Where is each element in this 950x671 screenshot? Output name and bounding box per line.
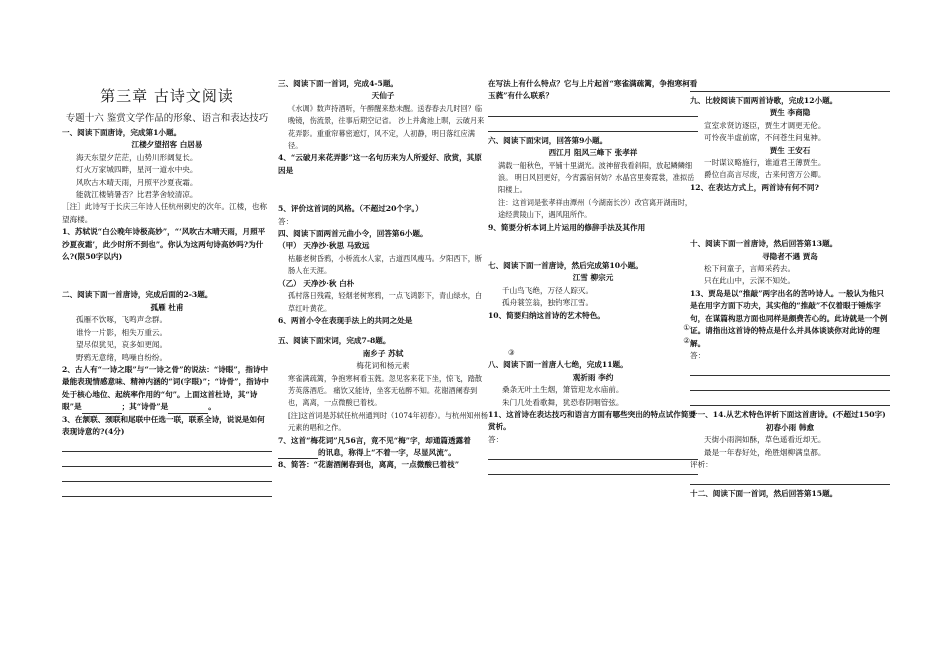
section-12-heading: 十二、阅读下面一首词，然后回答第15题。: [690, 489, 838, 499]
poem-line: 谁怜一片影，相失万重云。: [76, 327, 168, 337]
poem-line: 野鸦无意绪，鸣噪自纷纷。: [76, 352, 168, 362]
poem-note: ［注］此诗写于长庆三年诗人任杭州刺史的次年。江楼，也称望海楼。: [62, 202, 268, 224]
poem-note: 注：这首词是张孝祥由潭州（今湖南长沙）改官离开湖南时，途经黄陵山下，遇风阻所作。: [498, 197, 693, 220]
answer-label: 评析：: [690, 459, 713, 469]
answer-line[interactable]: [488, 463, 698, 475]
poem-line: 松下问童子，言师采药去。: [704, 264, 796, 274]
section-9-heading: 九、比较阅读下面两首诗歌，完成12小题。: [690, 96, 838, 105]
question-13: 13、贾岛是以“推敲”两字出名的苦吟诗人。一般认为他只是在用字方面下功夫，其实他的“推敲”不仅着眼于锤炼字句，在谋篇构思方面也同样是颇费苦心的。此诗就是一个例证。请指出这首诗的特点是什么并具体谈谈你对此诗的理解。: [690, 288, 888, 348]
question-9: 9、简要分析本词上片运用的修辞手法及其作用: [488, 222, 646, 232]
poem-line: 爵位自高言尽废，古来何啻万公卿。: [704, 170, 826, 180]
poem-title: 江雪 柳宗元: [572, 273, 614, 283]
poem-line: 灯火万家城四畔，星河一道水中央。: [76, 165, 198, 175]
poem-line: 宣室求贤访逐臣，贾生才调更无伦。: [704, 120, 826, 130]
poem-note: [注]这首词是苏轼任杭州通判时（1074年初春）。与杭州知州杨元素的唱和之作。: [288, 410, 488, 433]
question-7: 7、这首“梅花词”凡56言，竟不见“梅”字，却通篇透露着的讯息，称得上“不着一字，尽显风流”。: [278, 435, 488, 460]
answer-line[interactable]: [62, 470, 272, 482]
answer-label: 答：: [690, 350, 706, 360]
answer-label: 答：: [488, 434, 504, 444]
answer-blank[interactable]: [82, 404, 122, 414]
poem-subtitle: 梅花词和杨元素: [356, 361, 410, 371]
poem-body: 枯藤老树昏鸦，小桥流水人家，古道西风瘦马。夕阳西下，断肠人在天涯。: [288, 253, 483, 276]
question-12: 12、在表达方式上，两首诗有何不同?: [690, 182, 819, 192]
answer-blank[interactable]: [278, 449, 318, 459]
topic-title: 专题十六 鉴赏文学作品的形象、语言和表达技巧: [65, 113, 269, 124]
poem-title: 西江月 阻风三峰下 张孝祥: [548, 148, 638, 158]
poem-line: 一时谋议略施行，谁道君王薄贾生。: [704, 158, 826, 168]
column-4: [690, 78, 890, 501]
question-11: 11、这首诗在表达技巧和语言方面有哪些突出的特点试作简要赏析。: [488, 409, 697, 432]
poem-body: 孤村落日残霞，轻烟老树寒鸦，一点飞鸿影下，青山绿水，白草红叶黄花。: [288, 291, 483, 313]
poem-body: [690, 120, 890, 145]
question-2: 2、古人有“一诗之眼”与“一诗之骨”的说法：“诗眼”，指诗中最能表现情感意味、精神内涵的“词(字眼)”；“诗骨”，指诗中处于核心地位、起统率作用的“句”。上面这首杜诗，其“诗眼”是 ；其“诗骨”是 。: [62, 364, 272, 414]
poem-title: 贾生 王安石: [769, 145, 811, 155]
poem-line: 只在此山中，云深不知处。: [704, 276, 796, 286]
section-5-heading: 五、阅读下面宋词，完成7-8题。: [278, 336, 391, 346]
question-6: 6、两首小令在表现手法上的共同之处是: [278, 315, 413, 325]
chapter-title: 第三章 古诗文阅读: [100, 87, 234, 105]
poem-body: [690, 157, 890, 182]
poem-line: 天街小雨润如酥，草色遥看近却无。: [704, 435, 826, 445]
answer-line[interactable]: [488, 120, 698, 132]
column-3: [488, 78, 698, 478]
poem-line: 千山鸟飞绝，万径人踪灭。: [502, 285, 594, 295]
question-10: 10、简要归纳这首诗的艺术特色。: [488, 310, 605, 320]
poem-title: 观祈雨 李约: [572, 372, 614, 382]
answer-line[interactable]: [62, 455, 272, 467]
poem-title: 江楼夕望招客 白居易: [131, 140, 203, 150]
poem-body: [488, 285, 698, 310]
poem-body: 《水调》数声持酒听，午醉醒来愁未醒。送春春去几时回？临晚镜，伤流景，往事后期空记省。 沙上并禽池上暝，云破月来花弄影。重重帘幕密遮灯，风不定，人初静，明日落红应满径。: [288, 103, 485, 151]
poem-line: 孤舟蓑笠翁，独钓寒江雪。: [502, 298, 594, 308]
poem-line: 风吹古木晴天雨，月照平沙夏夜霜。: [76, 177, 198, 187]
section-3-heading: 三、阅读下面一首词，完成4-5题。: [278, 79, 399, 88]
answer-line[interactable]: [690, 364, 890, 376]
poem-title: 孤雁 杜甫: [150, 302, 184, 312]
answer-line[interactable]: [690, 473, 890, 485]
section-1-heading: 一、阅读下面唐诗，完成第1小题。: [62, 128, 182, 137]
section-11-heading: 十一、14.从艺术特色评析下面这首唐诗。(不超过150字): [690, 410, 886, 420]
poem-title: 寻隐者不遇 贾岛: [762, 251, 818, 261]
section-2-heading: 二、阅读下面一首唐诗，完成后面的2-3题。: [62, 290, 213, 300]
poem-line: 可怜夜半虚前席，不问苍生问鬼神。: [704, 133, 826, 143]
answer-label: 答：: [278, 216, 294, 226]
poem-body: [690, 434, 890, 459]
question-3: 3、在颔联、颈联和尾联中任选一联，联系全诗，说说是如何表现诗意的?(4分): [62, 414, 265, 436]
poem-body: [62, 314, 272, 364]
answer-blank[interactable]: [168, 404, 208, 414]
column-2: [278, 78, 488, 472]
poem-line: 能就江楼销暑否？比君茅舍较清凉。: [76, 190, 198, 200]
poem-line: 望尽似犹见，哀多如更闻。: [76, 340, 168, 350]
poem-body: 寒雀满疏篱，争抱寒柯看玉蕤。忽见客来花下坐，惊飞，踏散芳英落酒卮。 痛饮又能诗，坐客无毡醉不知。花谢酒阑春到也，离离，一点微酸已着枝。: [288, 373, 483, 408]
question-5: 5、评价这首词的风格。（不超过20个字。）: [278, 204, 423, 214]
answer-marker: ③: [508, 347, 515, 357]
poem-line: 海天东望夕茫茫，山势川形阔复长。: [76, 152, 198, 162]
poem-title: （乙） 天净沙·秋 白朴: [278, 278, 355, 288]
answer-line[interactable]: [690, 394, 890, 406]
poem-title: （甲） 天净沙·秋思 马致远: [278, 241, 370, 251]
answer-line[interactable]: [62, 485, 272, 497]
poem-line: 桑条无叶土生烟，箫管迎龙水庙前。: [502, 385, 624, 395]
answer-line[interactable]: [690, 80, 890, 92]
section-7-heading: 七、阅读下面一首唐诗，然后完成第10小题。: [488, 261, 643, 271]
question-1: 1、苏轼说“白公晚年诗极高妙”，“‘风吹古木晴天雨，月照平沙夏夜霜’，此少时所不到也”。你认为这两句诗高妙吗?为什么?(限50字以内): [62, 227, 266, 262]
section-10-heading: 十、阅读下面一首唐诗，然后回答第13题。: [690, 239, 838, 249]
answer-line[interactable]: [488, 105, 698, 117]
question-8-continued: 在写法上有什么特点？它与上片起首“寒雀满疏篱，争抱寒柯看玉蕤”有什么联系？: [488, 79, 698, 101]
answer-marker: ②: [683, 335, 690, 345]
answer-line[interactable]: [690, 379, 890, 391]
poem-body: [690, 263, 890, 288]
poem-line: 朱门几处看歌舞，犹恐春阴咽管弦。: [502, 397, 624, 407]
section-8-heading: 八、阅读下面一首唐人七绝，完成11题。: [488, 360, 628, 370]
answer-marker: ①: [683, 323, 690, 333]
question-8: 8、简答：“花谢酒阑春到也，离离，一点微酸已着枝”: [278, 460, 460, 470]
section-4-heading: 四、阅读下面两首元曲小令，回答第6小题。: [278, 229, 428, 239]
poem-title: 天仙子: [371, 91, 395, 101]
column-1: [62, 78, 272, 500]
poem-line: 孤雁不饮啄，飞鸣声念群。: [76, 315, 168, 325]
poem-body: 满载一船秋色，平铺十里湖光。波神留我看斜阳，放起鳞鳞细浪。 明日风回更好，今宵露宿何妨？水晶宫里奏霓裳，准拟岳阳楼上。: [498, 160, 695, 195]
poem-title: 贾生 李商隐: [769, 108, 811, 118]
answer-line[interactable]: [488, 448, 698, 460]
poem-body: [62, 152, 272, 202]
section-6-heading: 六、阅读下面宋词，回答第9小题。: [488, 135, 608, 145]
poem-title: 初春小雨 韩愈: [765, 422, 815, 432]
question-4: 4、“云破月来花弄影”这一名句历来为人所爱好、欣赏，其原因是: [278, 153, 482, 175]
poem-title: 南乡子 苏轼: [362, 348, 404, 358]
poem-body: [488, 384, 698, 409]
poem-line: 最是一年春好处，绝胜烟柳满皇都。: [704, 447, 826, 457]
answer-line[interactable]: [62, 440, 272, 452]
